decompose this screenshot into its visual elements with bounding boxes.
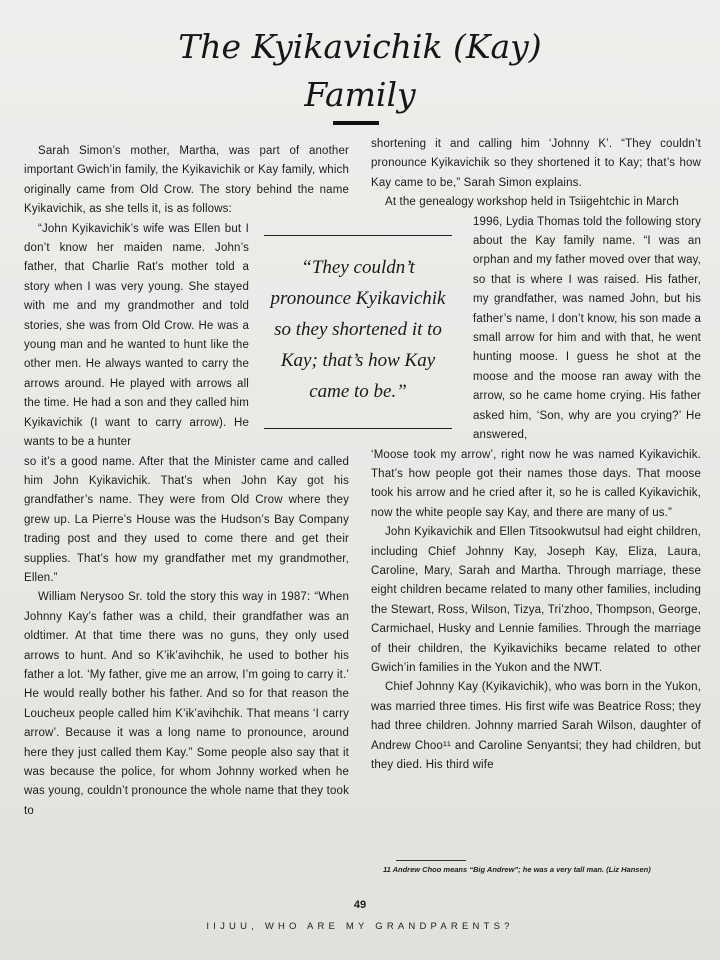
running-footer: IIJUU, WHO ARE MY GRANDPARENTS? (206, 921, 514, 932)
footnote: 11 Andrew Choo means “Big Andrew”; he was a very tall man. (Liz Hansen) (383, 865, 651, 874)
right-paragraph-2-wrapped: 1996, Lydia Thomas told the following story about the Kay family name. “I was an orphan and my father moved over that way, so that is where I was raised. His father, my grandfather, was named John, but his father’s name, I don’t know, his son made a small arrow for him and with that, he went hunting moose. I guess he shot at the moose and the moose ran away with the arrow, so he came home crying. His father asked him, ‘Son, why are you crying?’ He answered, (473, 215, 701, 442)
title-underline-rule (333, 121, 379, 125)
chapter-title-line-2: Family (304, 75, 416, 114)
right-paragraph-2-continued: ‘Moose took my arrow’, right now he was named Kyikavichik. That’s how people got their names those days. That moose took his arrow and he cried after it, so he is called Kyikavichik, now the white people say Kay, and there are many of us.” (371, 448, 701, 519)
footnote-rule (396, 860, 466, 861)
right-paragraph-3: John Kyikavichik and Ellen Titsookwutsul had eight children, including Chief Johnny Kay, Joseph Kay, Eliza, Laura, Caroline, Mary, Sarah and Martha. Through marriage, these eight children became related to many other families, including the Stewart, Ross, Wilson, Tizya, Tri’zhoo, Thompson, George, Carmichael, Husky and Lennie families. Through the marriage of their children, the Kyikavichiks became related to other Gwich’in families in the Yukon and the NWT. (371, 526, 701, 674)
chapter-title-line-1: The Kyikavichik (Kay) (178, 27, 542, 66)
left-paragraph-1: Sarah Simon’s mother, Martha, was part of another important Gwich’in family, the Kyikavichik or Kay family, which originally came from Old Crow. The story behind the name Kyikavichik, as she tells it, is as follows: (24, 145, 349, 216)
left-paragraph-3: William Nerysoo Sr. told the story this way in 1987: “When Johnny Kay’s father was a child, their grandfather was an oldtimer. At that time there was no guns, they only used arrows to hunt. And so K’ɨk’avihchik, he used to bother his father a lot. ‘My father, give me an arrow, I’m going to carry it.’ He would really bother his father. And so for that reason the Loucheux people called him K’ɨk’avihchik. That means ‘I carry arrow’. Because it was a long name to pronounce, around here they just called them Kay.” Some people also say that it was because the police, for whom Johnny worked when he was young, couldn’t pronounce the whole name that they took to (24, 591, 349, 817)
page-number: 49 (353, 899, 367, 911)
left-column (24, 142, 349, 821)
right-column (371, 135, 701, 775)
right-paragraph-2-intro: At the genealogy workshop held in Tsiigehtchic in March (385, 196, 679, 209)
right-paragraph-1: shortening it and calling him ‘Johnny K’. “They couldn’t pronounce Kyikavichik so they shortened it to Kay; that’s how Kay came to be,” Sarah Simon explains. (371, 138, 701, 189)
right-paragraph-4: Chief Johnny Kay (Kyikavichik), who was born in the Yukon, was married three times. His first wife was Beatrice Ross; they had three children. Johnny married Sarah Wilson, daughter of Andrew Choo¹¹ and Caroline Senyantsi; they had children, but they died. His third wife (371, 681, 701, 771)
left-paragraph-2-continued: so it’s a good name. After that the Minister came and called him John Kyikavichik. That’s when John Kay got his grandfather’s name. They were from Old Crow where they grew up. La Pierre’s House was the Hudson’s Bay Company trading post and they used to come there and get their supplies. That’s how my grandfather met my grandmother, Ellen.” (24, 455, 349, 584)
pull-quote: “They couldn’t pronounce Kyikavichik so they shortened it to Kay; that’s how Kay came to be.” (270, 257, 446, 402)
left-paragraph-2-wrapped: “John Kyikavichik’s wife was Ellen but I don’t know her maiden name. John’s father, that Charlie Rat’s mother told a story when I was very young. She stayed with me and my grandmother and told stories, she was from Old Crow. He was a young man and he wanted to hunt like the other men. He always wanted to carry the arrows around. He played with arrows all the time. He had a son and they called him Kyikavichik (I want to carry arrow). He wants to be a hunter (24, 222, 249, 449)
